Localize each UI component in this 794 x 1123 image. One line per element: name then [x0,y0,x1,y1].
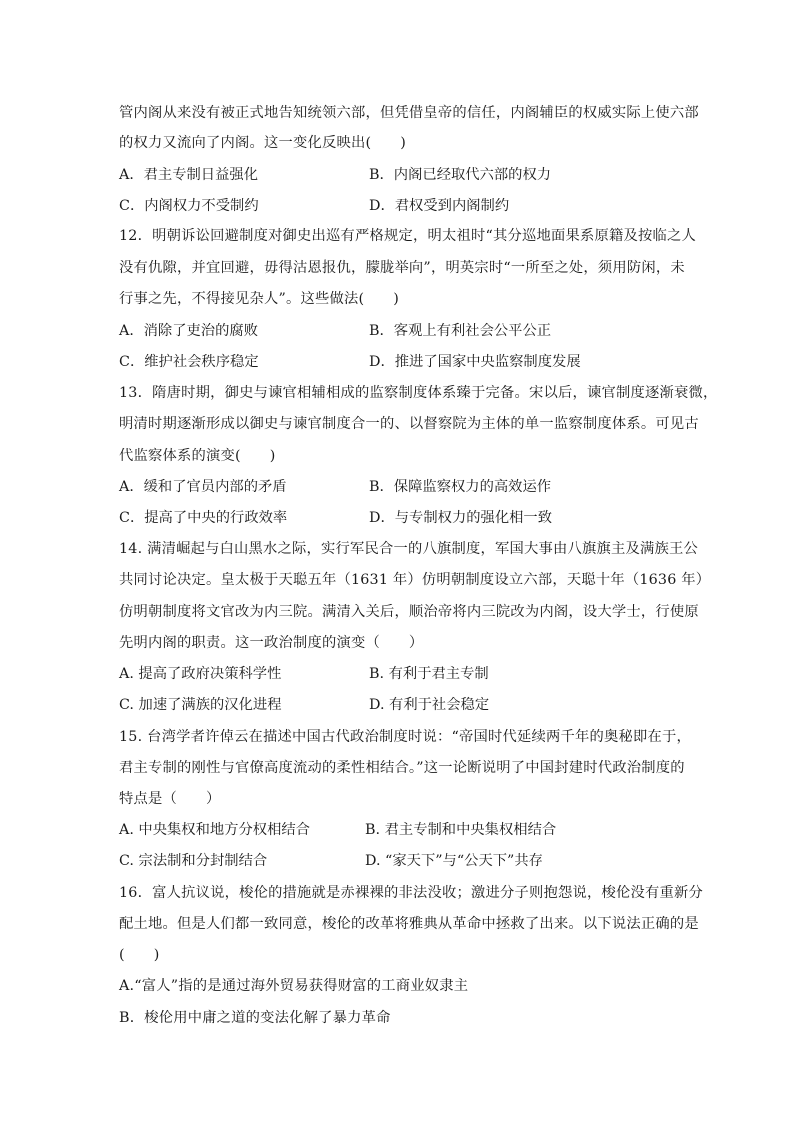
q15-line-3: 特点是（ ） [119,791,221,807]
q11-option-b: B．内阁已经取代六部的权力 [369,167,552,183]
q11-options-row-2 [119,196,719,216]
q12-option-d: D．推进了国家中央监察制度发展 [369,354,581,370]
q12-options-row-2 [119,352,719,372]
q14-options-row-1 [119,664,719,684]
q11-line-2: 的权力又流向了内阁。这一变化反映出( ) [119,135,406,151]
q13-option-a: A．缓和了官员内部的矛盾 [119,479,287,495]
q14-line-1: 14. 满清崛起与白山黑水之际，实行军民合一的八旗制度，军国大事由八旗旗主及满族王公 [119,541,698,557]
q13-line-1: 13．隋唐时期，御史与谏官相辅相成的监察制度体系臻于完备。宋以后，谏官制度逐渐衰微， [119,385,718,401]
q11-option-d: D．君权受到内阁制约 [369,198,510,214]
q15-option-c: C. 宗法制和分封制结合 [119,853,268,869]
q12-option-a: A．消除了吏治的腐败 [119,323,258,339]
q12-line-2: 没有仇隙，并宜回避，毋得沽恩报仇，朦胧举向”，明英宗时“一所至之处，须用防闲，未 [119,260,685,276]
q13-option-b: B．保障监察权力的高效运作 [369,479,552,495]
q14-options-row-2 [119,695,719,715]
q15-options-row-1 [119,820,719,840]
q13-option-c: C．提高了中央的行政效率 [119,510,288,526]
q15-line-2: 君主专制的刚性与官僚高度流动的柔性相结合。”这一论断说明了中国封建时代政治制度的 [119,760,685,776]
q14-line-3: 仿明朝制度将文官改为内三院。满清入关后，顺治帝将内三院改为内阁，设大学士，行使原 [119,604,699,620]
q14-option-c: C. 加速了满族的汉化进程 [119,697,282,713]
q11-option-a: A．君主专制日益强化 [119,167,258,183]
q11-line-1: 管内阁从来没有被正式地告知统领六部，但凭借皇帝的信任，内阁辅臣的权威实际上使六部 [119,105,699,121]
q12-options-row-1 [119,321,719,341]
q15-option-b: B. 君主专制和中央集权相结合 [365,822,557,838]
q16-option-a: A.“富人”指的是通过海外贸易获得财富的工商业奴隶主 [119,978,469,994]
q16-option-b: B．梭伦用中庸之道的变法化解了暴力革命 [119,1010,391,1026]
q14-line-4: 先明内阁的职责。这一政治制度的演变（ ） [119,635,424,651]
q15-options-row-2 [119,851,719,871]
q14-line-2: 共同讨论决定。皇太极于天聪五年（1631 年）仿明朝制度设立六部，天聪十年（1636 年） [119,572,711,588]
q16-line-1: 16．富人抗议说，梭伦的措施就是赤裸裸的非法没收；激进分子则抱怨说，梭伦没有重新分 [119,885,703,901]
q12-line-1: 12．明朝诉讼回避制度对御史出巡有严格规定，明太祖时“其分巡地面果系原籍及按临之人 [119,228,696,244]
q13-line-2: 明清时期逐渐形成以御史与谏官制度合一的、以督察院为主体的单一监察制度体系。可见古 [119,416,699,432]
q13-options-row-2 [119,508,719,528]
q11-options-row-1 [119,165,719,185]
q15-option-d: D. “家天下”与“公天下”共存 [365,853,543,869]
q15-option-a: A. 中央集权和地方分权相结合 [119,822,310,838]
q13-line-3: 代监察体系的演变( ) [119,448,276,464]
q14-option-a: A. 提高了政府决策科学性 [119,666,282,682]
q16-line-3: ( ) [119,947,160,963]
q13-option-d: D．与专制权力的强化相一致 [369,510,553,526]
q11-option-c: C．内阁权力不受制约 [119,198,259,214]
q14-option-b: B. 有利于君主专制 [369,666,489,682]
q13-options-row-1 [119,477,719,497]
q12-option-c: C．维护社会秩序稳定 [119,354,259,370]
q12-option-b: B．客观上有利社会公平公正 [369,323,552,339]
q12-line-3: 行事之先，不得接见杂人”。这些做法( ) [119,291,400,307]
q16-line-2: 配土地。但是人们都一致同意，梭伦的改革将雅典从革命中拯救了出来。以下说法正确的是 [119,916,699,932]
q15-line-1: 15. 台湾学者许倬云在描述中国古代政治制度时说：“帝国时代延续两千年的奥秘即在于， [119,729,691,745]
q14-option-d: D. 有利于社会稳定 [369,697,490,713]
